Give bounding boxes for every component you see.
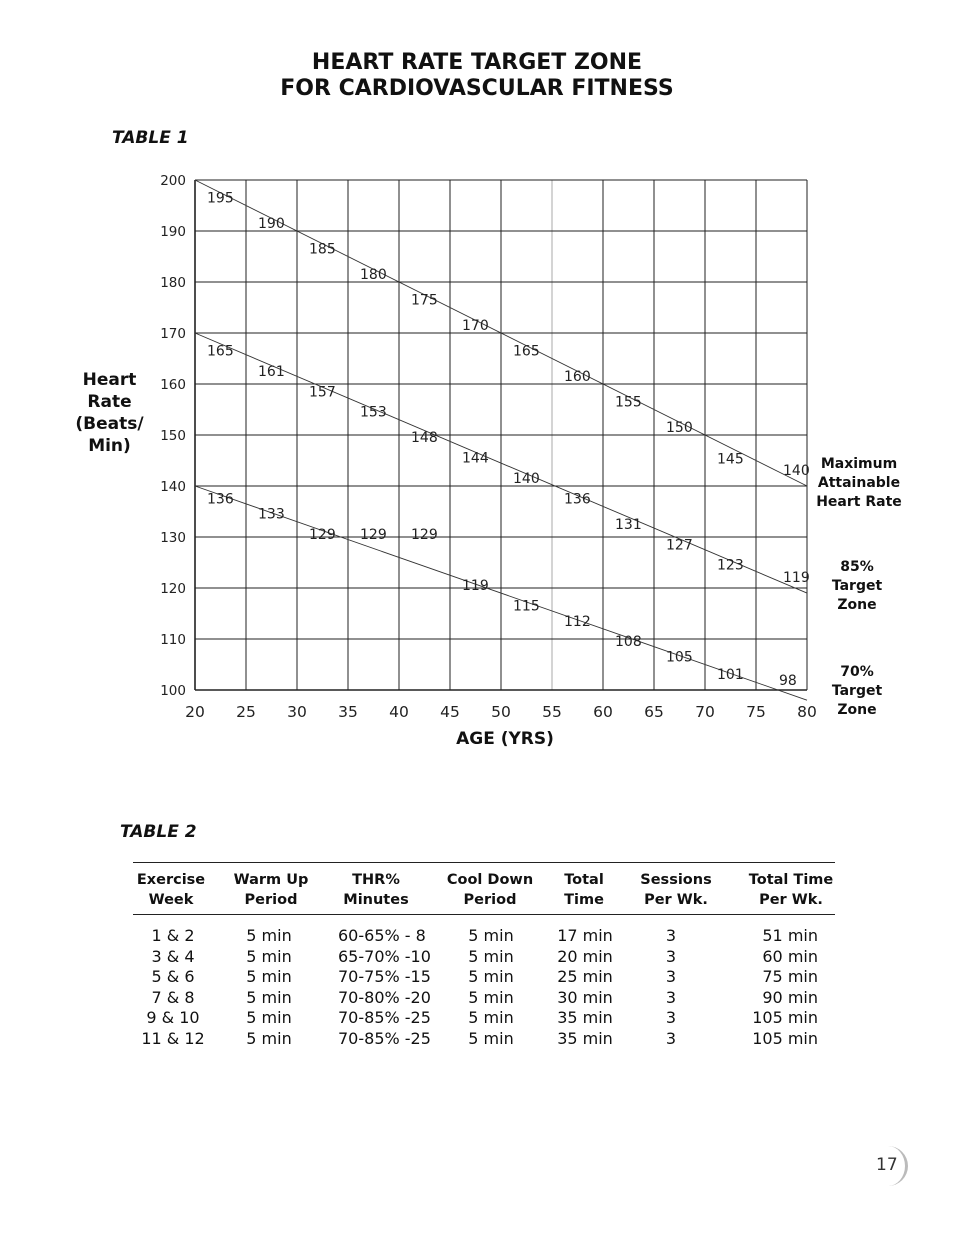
table2-cell: 5 min [246, 967, 292, 987]
data-label: 161 [258, 363, 285, 380]
data-label: 144 [462, 450, 489, 467]
table2-top-rule [133, 862, 835, 863]
data-label: 119 [783, 570, 810, 587]
table2-cell: 5 min [246, 1008, 292, 1028]
table2-cell: 3 [665, 946, 677, 966]
y-tick-label: 150 [160, 428, 186, 444]
table2-cell: 65-70% -10 [338, 946, 431, 966]
table2-cell: 105 min [752, 1029, 818, 1048]
data-label: 112 [564, 613, 591, 630]
data-label: 119 [462, 578, 489, 595]
page-title-line2: FOR CARDIOVASCULAR FITNESS [280, 76, 674, 101]
table2-cell: 11 & 12 [141, 1029, 205, 1048]
table2-cell: 5 min [468, 946, 514, 966]
table2-cell: 70-85% -25 [338, 1029, 431, 1048]
x-tick-label: 35 [338, 703, 358, 721]
data-label: 98 [779, 673, 797, 690]
x-tick-label: 65 [644, 703, 664, 721]
table2-cell: 5 min [246, 946, 292, 966]
table2-cell: 5 min [468, 987, 514, 1007]
table2-cell: 3 [665, 926, 677, 945]
y-tick-label: 160 [160, 377, 186, 393]
table2-cell: 60 min [762, 946, 818, 966]
data-label: 190 [258, 216, 285, 232]
y-axis-title: Heart Rate (Beats/ Min) [75, 370, 144, 456]
table2-cell: 105 min [752, 1008, 818, 1028]
table2-cell: 9 & 10 [146, 1008, 200, 1028]
y-tick-label: 140 [160, 479, 186, 495]
table2-cell: 30 min [557, 987, 613, 1007]
y-tick-label: 190 [160, 224, 186, 240]
data-label: 105 [666, 649, 693, 666]
table2-caption: TABLE 2 [120, 822, 197, 842]
legend-70-target-zone: 70% Target Zone [831, 664, 883, 718]
table2-cell: 75 min [762, 967, 818, 987]
y-tick-label: 170 [160, 326, 186, 342]
x-tick-label: 55 [542, 703, 562, 721]
table2-cell: 5 min [468, 1029, 514, 1048]
data-label: 155 [615, 394, 642, 411]
table2-cell: 5 min [468, 926, 514, 945]
data-label: 129 [309, 527, 336, 544]
table2-header-rule [133, 914, 835, 915]
x-tick-label: 70 [695, 703, 715, 721]
data-label: 115 [513, 598, 540, 615]
data-label: 185 [309, 241, 336, 258]
x-tick-label: 45 [440, 703, 460, 721]
table2-cell: 35 min [557, 1029, 613, 1048]
table2-cell: 70-80% -20 [338, 987, 431, 1007]
data-label: 131 [615, 516, 642, 533]
x-tick-label: 80 [797, 703, 817, 721]
x-tick-label: 25 [236, 703, 256, 721]
data-label: 145 [717, 451, 744, 468]
table2-header: Sessions Per Wk. [640, 872, 712, 908]
table2-cell: 5 min [246, 926, 292, 945]
y-tick-label: 120 [160, 581, 186, 597]
data-label: 150 [666, 420, 693, 436]
x-tick-label: 60 [593, 703, 613, 721]
data-label: 140 [783, 463, 810, 479]
data-label: 160 [564, 369, 591, 385]
data-label: 165 [207, 343, 234, 360]
page-number: 17 [876, 1155, 898, 1175]
x-axis-title: AGE (YRS) [456, 729, 554, 749]
data-label: 175 [411, 292, 438, 309]
table2-header: Total Time [564, 872, 604, 908]
table2-cell: 70-75% -15 [338, 967, 431, 987]
table2-cell: 3 [665, 987, 677, 1007]
data-label: 127 [666, 537, 693, 554]
x-tick-label: 20 [185, 703, 205, 721]
table2-cell: 3 [665, 967, 677, 987]
table2-cell: 7 & 8 [151, 987, 195, 1007]
table2-cell: 5 min [246, 1029, 292, 1048]
data-label: 136 [564, 491, 591, 508]
table2-cell: 5 & 6 [151, 967, 195, 987]
data-label: 170 [462, 318, 489, 334]
legend-max-heart-rate: Maximum Attainable Heart Rate [816, 456, 902, 510]
table2-cell: 17 min [557, 926, 613, 945]
data-label: 195 [207, 190, 234, 207]
table1-caption: TABLE 1 [112, 128, 189, 148]
table2-cell: 5 min [468, 1008, 514, 1028]
data-label: 136 [207, 491, 234, 508]
table2-cell: 5 min [246, 987, 292, 1007]
data-label: 123 [717, 557, 744, 574]
table2-cell: 70-85% -25 [338, 1008, 431, 1028]
table2-cell: 25 min [557, 967, 613, 987]
table2-cell: 20 min [557, 946, 613, 966]
x-tick-label: 50 [491, 703, 511, 721]
page-title-line1: HEART RATE TARGET ZONE [311, 50, 643, 75]
data-label: 140 [513, 471, 540, 487]
x-tick-label: 75 [746, 703, 766, 721]
data-label: 133 [258, 506, 285, 523]
table2-header: Exercise Week [136, 872, 206, 908]
data-label: 129 [411, 527, 438, 544]
data-label: 101 [717, 666, 744, 683]
y-tick-label: 180 [160, 275, 186, 291]
table2-cell: 90 min [762, 987, 818, 1007]
x-tick-label: 40 [389, 703, 409, 721]
data-label: 165 [513, 343, 540, 360]
table2-cell: 5 min [468, 967, 514, 987]
table2-cell: 3 [665, 1008, 677, 1028]
table2-header: Warm Up Period [233, 872, 309, 908]
y-tick-label: 100 [160, 683, 186, 699]
y-tick-label: 200 [160, 173, 186, 189]
table2-header: Total Time Per Wk. [748, 872, 834, 908]
data-label: 129 [360, 527, 387, 544]
table2-cell: 3 [665, 1029, 677, 1048]
table2-cell: 35 min [557, 1008, 613, 1028]
x-tick-label: 30 [287, 703, 307, 721]
y-tick-label: 130 [160, 530, 186, 546]
table2-cell: 51 min [762, 926, 818, 945]
table2-cell: 60-65% - 8 [338, 926, 426, 945]
data-label: 108 [615, 634, 642, 651]
data-label: 148 [411, 430, 438, 447]
table2-cell: 1 & 2 [151, 926, 195, 945]
data-label: 157 [309, 384, 336, 401]
data-label: 153 [360, 404, 387, 421]
data-label: 180 [360, 267, 387, 283]
table2-cell: 3 & 4 [151, 946, 195, 966]
table2-header: THR% Minutes [343, 872, 409, 908]
legend-85-target-zone: 85% Target Zone [831, 559, 883, 613]
table2-header: Cool Down Period [446, 872, 534, 908]
y-tick-label: 110 [160, 632, 186, 648]
